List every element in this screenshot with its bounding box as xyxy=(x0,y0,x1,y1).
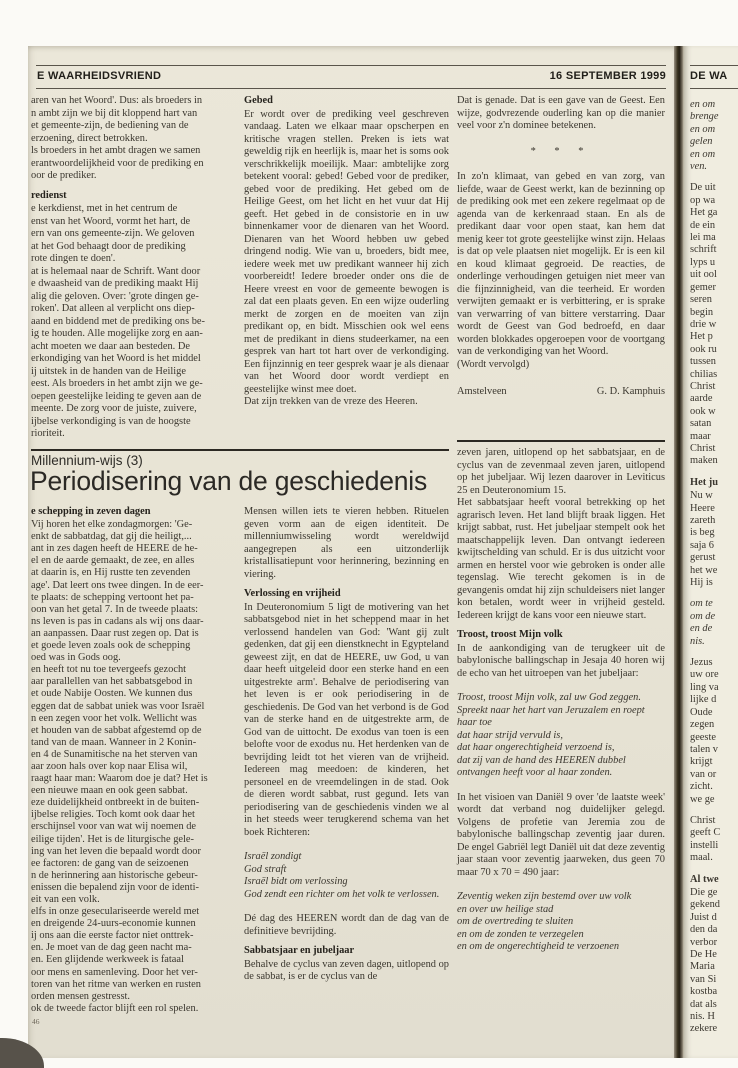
text-line: zicht. xyxy=(690,781,713,793)
continuation-note: (Wordt vervolgd) xyxy=(457,358,530,370)
clipped-quote-block xyxy=(690,598,736,648)
article-separator-rule-col3 xyxy=(457,440,665,442)
text-line: gerust xyxy=(690,552,716,564)
text-line: enst van het Woord, vormt het hart, de xyxy=(31,215,191,227)
text-line: geeft C xyxy=(690,827,721,839)
asterisk-separator: * * * xyxy=(530,145,592,157)
text-line: gekend xyxy=(690,899,721,911)
quote-line: Spreekt naar het hart van Jeruzalem en roept haar toe xyxy=(457,704,645,728)
paragraph: zeven jaren, uitlopend op het sabbatsjaar, en de cyclus van de zevenmaal zeven jaren, uitlopend op het jubeljaar. Wij lezen daarover in Leviticus 25 en Deuteronomium 15. xyxy=(457,447,665,496)
text-line: op wa xyxy=(690,194,716,206)
text-line: uit ool xyxy=(690,269,717,281)
clipped-paragraph xyxy=(690,657,736,806)
text-line: aren van het Woord'. Dus: als broeders in xyxy=(31,95,203,106)
clipped-paragraph xyxy=(690,815,736,865)
quote-line: dat haar ongerechtigheid verzoend is, xyxy=(457,742,615,753)
paragraph xyxy=(31,203,236,441)
text-line: alig die geloven. Over: 'grote dingen ge- xyxy=(31,290,199,302)
scripture-quote xyxy=(244,851,449,901)
article2-column1 xyxy=(31,506,236,1015)
text-line: de ein xyxy=(690,219,716,231)
byline-place: Amstelveen xyxy=(457,386,507,397)
page-number: 46 xyxy=(32,1017,40,1026)
clipped-section-heading: Het ju xyxy=(690,476,718,488)
text-line: enkt de sabbatdag, dat gij die heiligt,... xyxy=(31,531,192,543)
text-line: e kerkdienst, met in het centrum de xyxy=(31,203,178,214)
text-line: e dwaasheid van de prediking maakt Hij xyxy=(31,278,199,289)
article-kicker: Millennium-wijs (3) xyxy=(31,453,143,468)
text-line: De He xyxy=(690,949,717,960)
text-line: en. Een glijdende werkweek is fataal xyxy=(31,954,184,966)
text-line: maar xyxy=(690,430,711,442)
text-line: en. Je moet van de dag geen nacht ma- xyxy=(31,942,192,954)
text-line: om de xyxy=(690,610,716,622)
text-line: orden mensen gestresst. xyxy=(31,990,130,1002)
text-line: een nieuwe maan en ook geen sabbat. xyxy=(31,785,188,797)
text-line: we ge xyxy=(690,793,715,805)
text-line: n ambt zijn we bij dit kloppend hart van xyxy=(31,107,198,119)
text-line: tussen xyxy=(690,356,716,368)
text-line: lyps u xyxy=(690,256,716,268)
text-line: ing van het leven die bepaald wordt door xyxy=(31,845,201,857)
text-line: et oude Nabije Oosten. We kunnen dus xyxy=(31,688,193,700)
clipped-paragraph xyxy=(690,490,736,589)
text-line: oed was in Gods oog. xyxy=(31,652,121,664)
text-line: den da xyxy=(690,924,718,936)
text-line: drie w xyxy=(690,318,717,330)
text-line: dat als xyxy=(690,998,717,1010)
text-line: ijbelse verkondiging is van de hoogste xyxy=(31,415,191,427)
text-line: lei ma xyxy=(690,232,716,244)
text-line: en om xyxy=(690,148,716,160)
text-line: el en de aarde gemaakt, de zee, en alles xyxy=(31,555,195,567)
text-line: geeste xyxy=(690,731,716,743)
text-line: ijbelse religies. Toch komt ook daar het xyxy=(31,809,195,821)
text-line: eggen dat de sabbat uniek was voor Israël xyxy=(31,700,205,712)
section-heading: e schepping in zeven dagen xyxy=(31,506,151,517)
header-rule-bottom xyxy=(36,88,666,89)
quote-line: om de overtreding te sluiten xyxy=(457,916,574,927)
clipped-section-heading: Al twe xyxy=(690,873,719,885)
text-line: gelen xyxy=(690,136,713,148)
text-line: Oude xyxy=(690,706,713,718)
quote-line: Israël bidt om verlossing xyxy=(244,876,348,887)
section-heading: Gebed xyxy=(244,95,273,106)
text-line: eze duidelijkheid ontbreekt in de buiten- xyxy=(31,797,200,809)
paragraph: In Deuteronomium 5 ligt de motivering van het sabbatsgebod niet in het scheppend maar in het verlossend handelen van God: 'Want gij zult gedenken, dat gij een dienstknecht in Egypteland geweest zijt, en dat de HEERE, uw God, u van daar heeft uitgeleid door een sterke hand en een uitgestrekte arm'. Behalve de periodisering van het leven is er ook periodisering in de geschiedenis. De God van het verbond is de God van de sterke hand en de uitgestrekte arm, de God van de uittocht. De exodus van toen is een belofte voor de exodus nu. Het herdenken van de bevrijding leidt tot het vieren van de vrijheid. Iedereen mag meedoen: de kinderen, het personeel en de vreemdelingen in de stad. Ook de dieren wordt sabbat, rust gegund. Iets van periodisering van de geschiedenis vinden we al in het steeds weer terugkerend schema van het boek Richteren: xyxy=(244,601,449,838)
text-line: De uit xyxy=(690,182,716,194)
quote-line: en om de ongerechtigheid te verzoenen xyxy=(457,941,620,952)
quote-line: dat haar strijd vervuld is, xyxy=(457,729,563,741)
scripture-quote xyxy=(457,692,665,780)
text-line: age'. Dat leert ons twee dingen. In de eer- xyxy=(31,579,204,591)
quote-line: God straft xyxy=(244,863,287,875)
text-line: et houden van de sabbat afgestemd op de xyxy=(31,724,202,736)
text-line: erantwoordelijkheid voor de prediking en xyxy=(31,157,204,169)
byline xyxy=(457,386,665,399)
text-line: n een zegen voor het volk. Wellicht was xyxy=(31,712,197,724)
text-line: Jezus xyxy=(690,657,713,669)
text-line: at is helemaal naar de Schrift. Want door xyxy=(31,265,201,277)
text-line: Hij is xyxy=(690,577,713,589)
text-line: ij ons aan die eerste factor niet onttrek- xyxy=(31,930,194,942)
paragraph xyxy=(31,95,236,145)
paragraph: Mensen willen iets te vieren hebben. Rituelen geven vorm aan de eigen identiteit. De millenniumwisseling wordt wereldwijd aangegrepen als een uitzonderlijk kristallisatiepunt voor herinnering, bezinning en viering. xyxy=(244,506,449,580)
byline-author: G. D. Kamphuis xyxy=(596,386,665,397)
text-line: instelli xyxy=(690,839,719,851)
text-line: at daarin is, en Hij rustte ten zevenden xyxy=(31,567,191,579)
text-line: Het ga xyxy=(690,207,718,219)
text-line: chilias xyxy=(690,368,718,380)
clipped-paragraph xyxy=(690,887,736,1036)
text-line: Het p xyxy=(690,331,713,343)
paragraph: In de aankondiging van de terugkeer uit de babylonische ballingschap in Jesaja 40 horen wij de echo van het uitroepen van het jubeljaar: xyxy=(457,642,665,679)
paragraph xyxy=(31,519,236,1015)
text-line: tand van de maan. Wanneer in 2 Konin- xyxy=(31,736,197,748)
text-line: krijgt xyxy=(690,756,713,768)
scripture-quote xyxy=(457,891,665,954)
text-line: ant in zes dagen heeft de HEERE de he- xyxy=(31,543,198,555)
text-line: aar parallellen van het sabbatsgebod in xyxy=(31,676,193,688)
text-line: nis. H xyxy=(690,1011,715,1023)
text-line: satan xyxy=(690,418,712,430)
header-rule-top xyxy=(36,65,666,66)
quote-line: God zendt een richter om het volk te verlossen. xyxy=(244,888,440,900)
clipped-paragraph xyxy=(690,182,736,467)
quote-line: Israël zondigt xyxy=(244,851,302,862)
text-line: Maria xyxy=(690,961,715,973)
text-line: oon van het getal 7. In de tweede plaats: xyxy=(31,603,199,615)
paragraph: Behalve de cyclus van zeven dagen, uitlopend op de sabbat, is er de cyclus van de xyxy=(244,958,449,982)
text-line: om te xyxy=(690,598,713,610)
text-line: ok de tweede factor blijft een rol spelen. xyxy=(31,1002,199,1014)
text-line: zegen xyxy=(690,719,715,731)
quote-line: en om de zonden te verzegelen xyxy=(457,928,584,940)
text-line: saja 6 xyxy=(690,539,714,551)
text-line: gemer xyxy=(690,281,716,293)
text-line: Juist d xyxy=(690,911,717,923)
paragraph: Dé dag des HEEREN wordt dan de dag van de definitieve bevrijding. xyxy=(244,913,449,937)
text-line: en om xyxy=(690,123,716,135)
closing-line: Dat zijn trekken van de vreze des Heeren. xyxy=(244,396,418,407)
issue-date: 16 SEPTEMBER 1999 xyxy=(549,70,666,82)
text-line: en de xyxy=(690,623,713,635)
text-line: en 4 de Sunamitische na het sterven van xyxy=(31,748,198,760)
text-line: Heere xyxy=(690,502,715,514)
text-line: acht moeten we daar aan besteden. De xyxy=(31,340,190,352)
text-line: kostba xyxy=(690,986,718,998)
text-line: ig te houden. Alle mogelijke zorg en aan- xyxy=(31,328,203,339)
article1-column2 xyxy=(244,95,449,409)
masthead-title: E WAARHEIDSVRIEND xyxy=(37,70,162,82)
article1-column3 xyxy=(457,95,665,399)
paragraph xyxy=(31,145,236,183)
text-line: seren xyxy=(690,294,712,306)
clipped-quote-block xyxy=(690,99,736,173)
article2-column3 xyxy=(457,447,665,966)
text-line: et goede leven zoals ook de schepping xyxy=(31,640,191,652)
text-line: begin xyxy=(690,306,714,318)
text-line: ls broeders in het ambt dragen we samen xyxy=(31,145,201,156)
text-line: en heeft tot nu toe tevergeefs gezocht xyxy=(31,664,187,676)
text-line: eest. Als broeders in het ambt zijn we ge- xyxy=(31,378,203,389)
paragraph: In zo'n klimaat, van gebed en van zorg, van liefde, waar de Geest werkt, kan de bezinning op de prediking ook met een zekere regelmaat op de agenda van de kerkenraad staan. En als de predikant daar voor open staat, kan hem dat menig keer tot grote geestelijke winst zijn. Helaas is dat op vele plaatsen niet mogelijk. Er is een kil en koud klimaat gegroeid. De reacties, de onderlinge verhoudingen getuigen niet meer van die fijnzinnigheid, van die teerheid. Er worden verwijten gemaakt er is verbittering, er is sprake van verwarring of van bittere verstarring. Daar wordt de Geest van God bedroefd, en daar worden blokkades opgeroepen voor de voortgang van de verkondiging van het Woord. xyxy=(457,171,665,357)
text-line: elfs in onze geseculariseerde wereld met xyxy=(31,906,200,918)
quote-line: en over uw heilige stad xyxy=(457,903,554,915)
text-line: ij uitstek in de handen van de Heilige xyxy=(31,365,186,377)
text-line: Die ge xyxy=(690,886,718,898)
text-line: roken'. Dat alleen al verplicht ons diep- xyxy=(31,303,195,314)
text-line: maal. xyxy=(690,852,713,864)
section-heading: Sabbatsjaar en jubeljaar xyxy=(244,945,355,956)
paragraph: Het sabbatsjaar heeft vooral betrekking op het agrarisch leven. Het land blijft braak liggen. Het krijgt sabbat, rust. Het jubeljaar stempelt ook het maatschappelijk leven. Dan ontvangt iedereen kwijtschelding van schuld. Er is dus uitzicht voor armen en herstel voor wie gebroken is onder alle tegenslag. Wie terecht gekomen is in de gevangenis omdat hij zijn schuldeisers niet langer kon betalen, wordt weer in vrijheid gesteld. Iedereen krijgt de kans voor een nieuwe start. xyxy=(457,497,665,621)
text-line: ee factoren: de gang van de seizoenen xyxy=(31,857,189,869)
paragraph: In het visioen van Daniël 9 over 'de laatste week' wordt dat verband nog duidelijker gelegd. Volgens de profetie van Jeremia zou de babylonische ballingschap zeventig jaar duren. De engel Gabriël legt Daniël uit dat deze zeventig jaar staan voor zeventig jaarweken, dus geen 70 maar 70 x 70 = 490 jaar: xyxy=(457,791,665,878)
article2-column2 xyxy=(244,506,449,984)
text-line: at het God behaagt door de prediking xyxy=(31,240,186,252)
text-line: nis. xyxy=(690,635,705,647)
text-line: ook w xyxy=(690,405,716,417)
article-headline: Periodisering van de geschiedenis xyxy=(30,466,428,496)
text-line: raagt haar man: Waarom doe je dat? Het is xyxy=(31,773,208,785)
section-heading: redienst xyxy=(31,189,67,201)
text-line: is beg xyxy=(690,527,715,539)
text-line: ns leven is pas in cadans als wij ons daar- xyxy=(31,615,204,627)
text-line: maken xyxy=(690,455,718,467)
quote-line: dat zij van de hand des HEEREN dubbel ontvangen heeft voor al haar zonden. xyxy=(457,754,626,778)
text-line: oor de prediker. xyxy=(31,170,97,181)
text-line: verbor xyxy=(690,936,718,948)
text-line: rioriteit. xyxy=(31,428,65,439)
text-line: brenge xyxy=(690,111,719,123)
text-line: uw ore xyxy=(690,669,719,681)
page-gutter-shadow xyxy=(674,46,684,1058)
text-line: Christ xyxy=(690,380,716,392)
text-line: eilige tijden'. Het is de liturgische gele- xyxy=(31,833,194,845)
text-line: toren van het ritme van werken en rusten xyxy=(31,978,201,990)
text-line: en dreigende 24-uurs-economie kunnen xyxy=(31,918,196,930)
article-separator-rule xyxy=(31,449,449,451)
text-line: meente. De zorg voor de juiste, zuivere, xyxy=(31,403,197,414)
text-line: lijke d xyxy=(690,694,717,706)
text-line: schrift xyxy=(690,244,717,256)
text-line: ook ru xyxy=(690,343,717,355)
text-line: het we xyxy=(690,564,718,576)
text-line: talen v xyxy=(690,743,718,755)
text-line: Vij horen het elke zondagmorgen: 'Ge- xyxy=(31,519,193,531)
text-line: erzoening, direct betrokken. xyxy=(31,132,148,144)
text-line: Christ xyxy=(690,442,716,454)
text-line: van Si xyxy=(690,973,717,985)
text-line: erkondiging van het Woord is het middel xyxy=(31,353,201,364)
text-line: an aanpassen. Daar rust zegen op. Dat is xyxy=(31,627,199,639)
text-line: ven. xyxy=(690,161,708,173)
next-page-masthead: DE WA xyxy=(690,70,728,82)
text-line: van or xyxy=(690,768,717,780)
text-line: en om xyxy=(690,99,716,110)
text-line: zekere xyxy=(690,1023,718,1035)
next-page-header-rule-top xyxy=(690,65,738,66)
text-line: ling va xyxy=(690,681,719,693)
text-line: Nu w xyxy=(690,490,713,502)
paragraph: Er wordt over de prediking veel geschreven vandaag. Laten we elkaar maar opscherpen en kritische vragen stellen. Preken is iets wat geweldig rijk en heerlijk is, maar het is soms ook verschrikkelijk moeilijk. Maar: ambtelijke zorg betekent vooral: gebed! Gebed voor de prediker, gebed voor de prediking. Het gebed om de Heilige Geest, om het licht en het vuur dat Hij geeft. Het gebed in de consistorie en in uw binnenkamer voor de dienaren van het Woord. Dienaren van het Woord hebben uw gebed dringend nodig. Wie van u, broeders, bidt mee, iedere week met uw predikant wanneer hij zich voorbereidt! Iedere broeder onder ons die de Heere vreest en voor de gemeente bewogen is zal dat een plaats geven. En een wijze ouderling merkt de zorgen en de moeiten van zijn predikant op, en bidt. Misschien ook wel eens met de predikant in diens studeerkamer, na een gesprek van hart tot hart over de verkondiging. Een fijnzinnig en teer gesprek waar je als dienaar van het Woord door wordt verdiept en geestelijke winst mee doet. xyxy=(244,108,449,395)
paragraph: Dat is genade. Dat is een gave van de Geest. Een wijze, godvrezende ouderling kan op die manier veel voor z'n dominee betekenen. xyxy=(457,95,665,131)
next-page-header-rule-bottom xyxy=(690,88,738,89)
quote-line: Zeventig weken zijn bestemd over uw volk xyxy=(457,891,632,902)
text-line: enissen die bepalend zijn voor de identi- xyxy=(31,881,199,893)
text-line: ern van ons gemeente-zijn. We geloven xyxy=(31,228,195,239)
text-line: n de herinnering aan historische gebeur- xyxy=(31,869,198,881)
text-line: te plaats: de schepping vertoont het pa- xyxy=(31,591,194,603)
section-heading: Verlossing en vrijheid xyxy=(244,588,341,599)
next-page-text-strip xyxy=(690,99,736,1045)
text-line: et gemeente-zijn, de bediening van de xyxy=(31,120,189,131)
text-line: rote dingen te doen'. xyxy=(31,253,116,264)
text-line: eit van een volk. xyxy=(31,894,100,905)
text-line: Christ xyxy=(690,814,716,826)
text-line: erschijnsel voor van wat wij noemen de xyxy=(31,821,197,833)
article1-column1 xyxy=(31,95,236,441)
text-line: aand en biddend met de prediking ons be- xyxy=(31,315,205,327)
text-line: aar zoon hals over kop naar Elisa wil, xyxy=(31,760,188,772)
text-line: oor mens en samenleving. Door het ver- xyxy=(31,966,198,978)
text-line: zareth xyxy=(690,515,716,526)
section-heading: Troost, troost Mijn volk xyxy=(457,629,563,640)
text-line: oepen geestelijke leiding te geven aan de xyxy=(31,390,202,402)
quote-line: Troost, troost Mijn volk, zal uw God zeggen. xyxy=(457,692,641,703)
text-line: aarde xyxy=(690,393,713,405)
